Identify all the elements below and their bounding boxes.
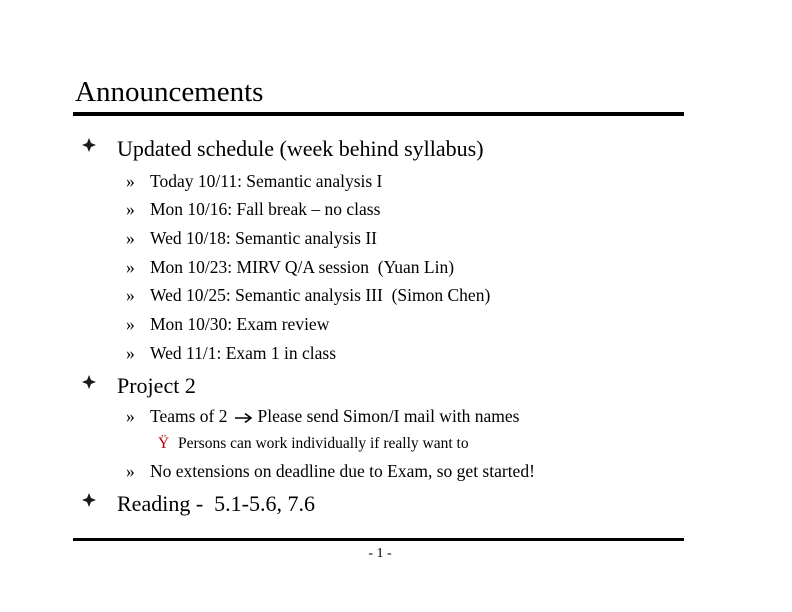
project-item-teams	[150, 405, 520, 427]
schedule-item: Mon 10/23: MIRV Q/A session (Yuan Lin)	[150, 257, 455, 277]
schedule-item: Wed 10/25: Semantic analysis III (Simon Chen)	[150, 285, 491, 305]
section-heading: Reading - 5.1-5.6, 7.6	[117, 491, 315, 516]
section-heading: Updated schedule (week behind syllabus)	[117, 136, 484, 161]
teams-text: Teams of 2	[150, 406, 228, 426]
level2-marker: »	[126, 199, 135, 219]
level2-marker: »	[126, 228, 135, 248]
diamond-bullet-icon	[82, 493, 96, 507]
level2-marker: »	[126, 314, 135, 334]
footer-rule	[73, 538, 684, 541]
level2-marker: »	[126, 461, 135, 481]
schedule-item: Wed 11/1: Exam 1 in class	[150, 343, 337, 363]
level3-marker: Ÿ	[158, 435, 170, 452]
project-item-deadline: No extensions on deadline due to Exam, so get started!	[150, 461, 535, 481]
diamond-bullet-icon	[82, 138, 96, 152]
subitem-text: Persons can work individually if really want to	[178, 435, 469, 452]
diamond-bullet-icon	[82, 375, 96, 389]
title-rule	[73, 112, 684, 116]
right-arrow-icon	[234, 412, 254, 424]
slide-title: Announcements	[75, 76, 264, 108]
schedule-item: Today 10/11: Semantic analysis I	[150, 171, 383, 191]
level2-marker: »	[126, 343, 135, 363]
schedule-item: Mon 10/30: Exam review	[150, 314, 330, 334]
schedule-item: Mon 10/16: Fall break – no class	[150, 199, 381, 219]
mail-instruction: Please send Simon/I mail with names	[257, 406, 520, 426]
page-number: - 1 -	[368, 546, 392, 561]
schedule-item: Wed 10/18: Semantic analysis II	[150, 228, 378, 248]
level2-marker: »	[126, 257, 135, 277]
level2-marker: »	[126, 285, 135, 305]
section-heading: Project 2	[117, 373, 196, 398]
level2-marker: »	[126, 406, 135, 426]
level2-marker: »	[126, 171, 135, 191]
